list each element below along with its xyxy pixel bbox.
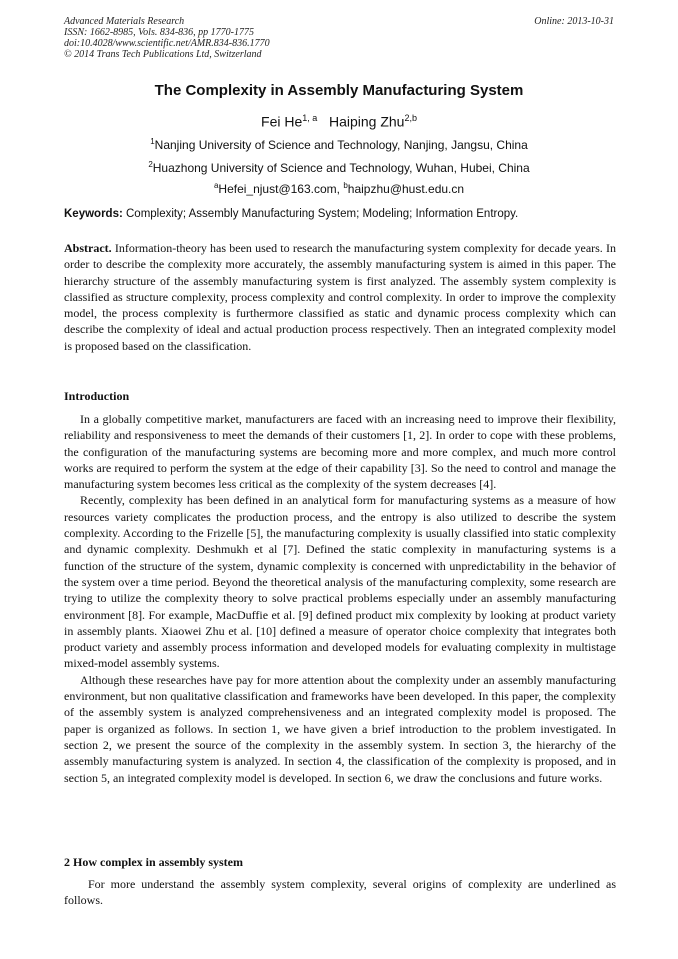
paragraph: Although these researches have pay for more attention about the complexity under an assembly manufacturing environment, but non qualitative classification and frameworks have been developed. In this paper, the complexity of the assembly system is analyzed comprehensiveness and an integrated complexity model is proposed. The paper is organized as follows. In section 1, we have given a brief introduction to the problem investigated. In section 2, we present the source of the complexity in the assembly system. In section 3, the hierarchy of the assembly manufacturing system is analyzed. In section 4, the classification of the complexity is proposed, and in section 5, an integrated complexity model is developed. In section 6, we draw the conclusions and future works. bbox=[64, 672, 616, 785]
paper-title: The Complexity in Assembly Manufacturing System bbox=[154, 82, 524, 99]
email-a: Hefei_njust@163.com, bbox=[218, 182, 344, 196]
paragraph: For more understand the assembly system complexity, several origins of complexity are underlined as follows. bbox=[64, 877, 616, 908]
online-date: Online: 2013-10-31 bbox=[534, 16, 614, 27]
introduction-body bbox=[64, 411, 616, 786]
journal-name: Advanced Materials Research bbox=[64, 16, 185, 27]
affiliation-marker: 1 bbox=[150, 137, 155, 146]
keywords bbox=[64, 208, 616, 220]
affiliation-text: Nanjing University of Science and Technology, Nanjing, Jangsu, China bbox=[154, 138, 528, 152]
running-header bbox=[64, 16, 614, 60]
author-line bbox=[0, 113, 678, 130]
author-superscript: 2,b bbox=[404, 113, 417, 123]
keywords-label: Keywords: bbox=[64, 208, 123, 220]
email-marker: b bbox=[343, 181, 348, 190]
affiliation-text: Huazhong University of Science and Technology, Wuhan, Hubei, China bbox=[152, 161, 530, 175]
section-2-heading: 2 How complex in assembly system bbox=[64, 855, 243, 869]
issn-line: ISSN: 1662-8985, Vols. 834-836, pp 1770-1775 bbox=[64, 27, 254, 38]
copyright-line: © 2014 Trans Tech Publications Ltd, Switzerland bbox=[64, 49, 262, 60]
author-superscript: 1, a bbox=[302, 113, 318, 123]
email-marker: a bbox=[213, 181, 219, 190]
abstract-text: Information-theory has been used to research the manufacturing system complexity for decade years. In order to describe the complexity more accurately, the assembly manufacturing system is aimed in this paper. The hierarchy structure of the assembly manufacturing system is first analyzed. The assembly system complexity is classified as structure complexity, process complexity and control complexity. In order to improve the complexity model, the process complexity is furthermore classified as static and dynamic process complexity which can describe the complexity of ideal and actual production process respectively. Then an integrated complexity model is proposed based on the classification. bbox=[64, 241, 617, 353]
author-name: Haiping Zhu bbox=[328, 113, 405, 130]
email-b: haipzhu@hust.edu.cn bbox=[347, 182, 465, 196]
author-name: Fei He bbox=[261, 113, 303, 130]
paragraph: In a globally competitive market, manufacturers are faced with an increasing need to improve their flexibility, reliability and responsiveness to meet the demands of their customers [1, 2]. In order to cope with these problems, the configuration of the manufacturing systems are becoming more and more complex, and much more control works are required to perform the system at the edge of their capability [3]. So the need to control and manage the manufacturing system becomes less critical as the complexity of the system decreases [4]. bbox=[64, 412, 616, 492]
affiliation-1 bbox=[0, 137, 678, 152]
introduction-heading: Introduction bbox=[64, 389, 130, 403]
affiliation-marker: 2 bbox=[148, 160, 153, 169]
keywords-text: Complexity; Assembly Manufacturing System; Modeling; Information Entropy. bbox=[126, 208, 519, 220]
abstract bbox=[64, 240, 616, 354]
doi-line: doi:10.4028/www.scientific.net/AMR.834-836.1770 bbox=[64, 38, 270, 49]
abstract-label: Abstract. bbox=[64, 241, 112, 255]
paragraph: Recently, complexity has been defined in an analytical form for manufacturing systems as a measure of how resources variety complicates the production process, and the entropy is also utilized to describe the system complexity. According to the Frizelle [5], the manufacturing complexity is usually classified into static complexity and dynamic complexity. Deshmukh et al [7]. Defined the static complexity in manufacturing systems is a function of the structure of the system, dynamic complexity is concerned with unpredictability in the behavior of the system over a time period. Beyond the theoretical analysis of the manufacturing complexity, some research are trying to utilize the complexity theory to solve practical problems especially under an assembly manufacturing environment [8]. For example, MacDuffie et al. [9] defined product mix complexity by looking at product variety in assembly plants. Xiaowei Zhu et al. [10] defined a measure of operator choice complexity that integrates both product variety and assembly process information and developed models for evaluating complexity in multistage mixed-model assembly systems. bbox=[64, 493, 616, 671]
email-line bbox=[0, 181, 678, 196]
affiliation-2 bbox=[0, 160, 678, 175]
section-2-body bbox=[64, 876, 616, 909]
